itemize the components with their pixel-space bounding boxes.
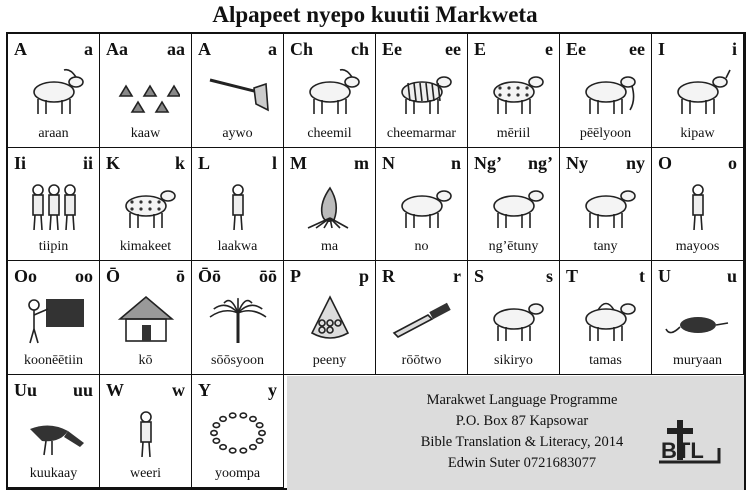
rhino-icon xyxy=(662,62,733,123)
letter-cell xyxy=(192,148,284,262)
publisher-info-box xyxy=(287,376,744,490)
antelope-icon-drawing xyxy=(296,66,364,118)
fire-icon-drawing xyxy=(296,180,364,232)
leopard-icon-drawing xyxy=(480,66,548,118)
uppercase-letter: N xyxy=(382,152,395,173)
letter-cell xyxy=(100,34,192,148)
letter-cell xyxy=(100,261,192,375)
letter-cell xyxy=(8,34,100,148)
example-word: kō xyxy=(138,352,153,368)
honey-comb-icon-drawing xyxy=(296,293,364,345)
knife-icon xyxy=(386,289,457,350)
goat-icon xyxy=(18,62,89,123)
lowercase-letter: p xyxy=(358,266,369,286)
example-word: muryaan xyxy=(673,352,722,368)
letter-header xyxy=(658,38,737,60)
baboon-icon-drawing xyxy=(664,180,732,232)
lowercase-letter: ch xyxy=(351,39,369,59)
lowercase-letter: t xyxy=(639,266,645,286)
uppercase-letter: Uu xyxy=(14,379,38,400)
lowercase-letter: uu xyxy=(72,379,93,400)
lowercase-letter: ōō xyxy=(259,266,277,286)
letter-header xyxy=(14,152,93,174)
hut-icon-drawing xyxy=(112,293,180,345)
bead-necklace-icon xyxy=(202,403,273,464)
palm-tree-icon-drawing xyxy=(204,293,272,345)
letter-cell xyxy=(376,148,468,262)
rhino-icon-drawing xyxy=(664,66,732,118)
lowercase-letter: aa xyxy=(167,39,185,59)
uppercase-letter: I xyxy=(658,39,666,59)
uppercase-letter: T xyxy=(566,266,579,286)
example-word: tamas xyxy=(589,352,622,368)
letter-header xyxy=(290,152,369,174)
letter-cell xyxy=(192,34,284,148)
group-of-people-icon xyxy=(18,176,89,237)
hyena-icon-drawing xyxy=(112,180,180,232)
letter-cell xyxy=(192,375,284,489)
example-word: kaaw xyxy=(130,125,161,141)
donkey-icon xyxy=(478,289,549,350)
letter-header xyxy=(566,265,645,287)
lowercase-letter: ng’ xyxy=(527,152,553,173)
letter-header xyxy=(106,38,185,60)
example-word: ng’ētuny xyxy=(488,239,539,254)
uppercase-letter: A xyxy=(198,39,211,59)
lowercase-letter: ō xyxy=(176,266,185,286)
baboon-icon xyxy=(662,176,733,237)
lowercase-letter: u xyxy=(726,266,737,286)
donkey-icon-drawing xyxy=(480,293,548,345)
example-word: tiipin xyxy=(38,239,69,254)
boy-icon-drawing xyxy=(112,407,180,459)
letter-header xyxy=(290,265,369,287)
sheep-flock-icon xyxy=(386,176,457,237)
uppercase-letter: R xyxy=(382,266,395,286)
uppercase-letter: Y xyxy=(198,379,211,400)
letter-header xyxy=(382,38,461,60)
letter-cell xyxy=(560,34,652,148)
example-word: sōōsyoon xyxy=(211,352,264,368)
lowercase-letter: l xyxy=(271,152,277,173)
letter-cell xyxy=(284,148,376,262)
goat-icon-drawing xyxy=(20,66,88,118)
palm-tree-icon xyxy=(202,289,273,350)
letter-header xyxy=(474,265,553,287)
cow-icon xyxy=(570,176,641,237)
letter-cell xyxy=(376,261,468,375)
letter-header xyxy=(474,152,553,174)
uppercase-letter: Ny xyxy=(566,152,588,173)
crow-icon xyxy=(18,403,89,464)
info-line-address: P.O. Box 87 Kapsowar xyxy=(455,413,589,429)
lowercase-letter: i xyxy=(731,39,737,59)
hut-icon xyxy=(110,289,181,350)
letter-header xyxy=(198,152,277,174)
uppercase-letter: W xyxy=(106,379,124,400)
knife-icon-drawing xyxy=(388,293,456,345)
letter-header xyxy=(474,38,553,60)
letter-header xyxy=(566,152,645,174)
letter-header xyxy=(658,152,737,174)
letter-cell xyxy=(652,261,744,375)
lowercase-letter: e xyxy=(545,39,553,59)
letter-header xyxy=(14,379,93,401)
example-word: mayoos xyxy=(675,239,720,254)
lowercase-letter: w xyxy=(172,379,185,400)
info-line-contact: Edwin Suter 0721683077 xyxy=(447,455,597,471)
letter-header xyxy=(198,38,277,60)
example-word: ma xyxy=(320,239,339,254)
chart-title: Alpapeet nyepo kuutii Markweta xyxy=(212,2,538,27)
example-word: yoompa xyxy=(214,466,261,481)
info-line-organisation: Bible Translation & Literacy, 2014 xyxy=(420,434,624,450)
elephant-icon xyxy=(570,62,641,123)
lowercase-letter: ii xyxy=(82,152,93,173)
example-word: kipaw xyxy=(680,125,715,141)
lowercase-letter: y xyxy=(268,379,277,400)
example-word: peeny xyxy=(312,352,347,368)
leopard-icon xyxy=(478,62,549,123)
example-word: koonēētiin xyxy=(23,352,84,368)
alphabet-grid xyxy=(6,32,746,490)
example-word: weeri xyxy=(129,466,162,481)
letter-header xyxy=(106,152,185,174)
uppercase-letter: Aa xyxy=(106,39,128,59)
lowercase-letter: r xyxy=(453,266,461,286)
letter-header xyxy=(382,152,461,174)
uppercase-letter: M xyxy=(290,152,307,173)
uppercase-letter: Ii xyxy=(14,152,27,173)
example-word: kuukaay xyxy=(29,466,78,481)
example-word: cheemarmar xyxy=(386,125,457,141)
village-huts-icon xyxy=(110,62,181,123)
letter-cell xyxy=(376,34,468,148)
rat-icon xyxy=(662,289,733,350)
btl-logo-text: BTL xyxy=(661,438,704,463)
example-word: cheemil xyxy=(307,125,352,141)
lowercase-letter: a xyxy=(268,39,277,59)
example-word: laakwa xyxy=(217,239,258,254)
uppercase-letter: U xyxy=(658,266,671,286)
lowercase-letter: ee xyxy=(445,39,461,59)
example-word: sikiryo xyxy=(494,352,533,368)
example-word: araan xyxy=(38,125,69,141)
boy-icon xyxy=(110,403,181,464)
example-word: pēēlyoon xyxy=(579,125,632,141)
letter-cell xyxy=(468,148,560,262)
letter-header xyxy=(566,38,645,60)
axe-icon-drawing xyxy=(204,66,272,118)
group-of-people-icon-drawing xyxy=(20,180,88,232)
letter-header xyxy=(14,38,93,60)
lowercase-letter: n xyxy=(450,152,461,173)
letter-cell xyxy=(468,34,560,148)
btl-logo xyxy=(657,418,723,466)
example-word: mēriil xyxy=(496,125,531,141)
axe-icon xyxy=(202,62,273,123)
lion-icon-drawing xyxy=(480,180,548,232)
uppercase-letter: Ee xyxy=(382,39,402,59)
letter-header xyxy=(106,379,185,401)
uppercase-letter: Ee xyxy=(566,39,586,59)
uppercase-letter: Oo xyxy=(14,266,38,286)
bead-necklace-icon-drawing xyxy=(204,407,272,459)
letter-cell xyxy=(652,148,744,262)
example-word: no xyxy=(414,239,429,254)
baby-icon xyxy=(202,176,273,237)
letter-cell xyxy=(560,148,652,262)
lowercase-letter: k xyxy=(174,152,185,173)
letter-header xyxy=(198,265,277,287)
letter-cell xyxy=(100,148,192,262)
baby-icon-drawing xyxy=(204,180,272,232)
letter-cell xyxy=(8,375,100,489)
lowercase-letter: a xyxy=(84,39,93,59)
lowercase-letter: s xyxy=(545,266,553,286)
letter-cell xyxy=(8,148,100,262)
rat-icon-drawing xyxy=(664,293,732,345)
letter-cell xyxy=(192,261,284,375)
sheep-flock-icon-drawing xyxy=(388,180,456,232)
lowercase-letter: o xyxy=(728,152,737,173)
example-word: aywo xyxy=(222,125,253,141)
lowercase-letter: oo xyxy=(75,266,93,286)
example-word: tany xyxy=(593,239,618,254)
zebra-icon xyxy=(386,62,457,123)
example-word: rōōtwo xyxy=(401,352,442,368)
uppercase-letter: P xyxy=(290,266,301,286)
uppercase-letter: K xyxy=(106,152,121,173)
letter-header xyxy=(198,379,277,401)
lowercase-letter: ee xyxy=(629,39,645,59)
cow-icon-drawing xyxy=(572,180,640,232)
antelope-icon xyxy=(294,62,365,123)
teacher-blackboard-icon-drawing xyxy=(20,293,88,345)
uppercase-letter: E xyxy=(474,39,487,59)
letter-cell xyxy=(652,34,744,148)
letter-header xyxy=(382,265,461,287)
lowercase-letter: ny xyxy=(625,152,645,173)
info-line-programme: Marakwet Language Programme xyxy=(426,392,618,408)
uppercase-letter: Ōō xyxy=(198,266,222,286)
village-huts-icon-drawing xyxy=(112,66,180,118)
uppercase-letter: S xyxy=(474,266,485,286)
uppercase-letter: O xyxy=(658,152,673,173)
letter-cell xyxy=(284,34,376,148)
camel-icon xyxy=(570,289,641,350)
uppercase-letter: A xyxy=(14,39,27,59)
fire-icon xyxy=(294,176,365,237)
uppercase-letter: Ō xyxy=(106,266,121,286)
teacher-blackboard-icon xyxy=(18,289,89,350)
letter-cell xyxy=(284,261,376,375)
honey-comb-icon xyxy=(294,289,365,350)
letter-header xyxy=(290,38,369,60)
lowercase-letter: m xyxy=(354,152,369,173)
letter-header xyxy=(106,265,185,287)
uppercase-letter: Ch xyxy=(290,39,314,59)
lion-icon xyxy=(478,176,549,237)
letter-cell xyxy=(100,375,192,489)
letter-cell xyxy=(560,261,652,375)
letter-header xyxy=(14,265,93,287)
zebra-icon-drawing xyxy=(388,66,456,118)
letter-cell xyxy=(468,261,560,375)
elephant-icon-drawing xyxy=(572,66,640,118)
uppercase-letter: L xyxy=(198,152,211,173)
letter-header xyxy=(658,265,737,287)
example-word: kimakeet xyxy=(119,239,172,254)
crow-icon-drawing xyxy=(20,407,88,459)
letter-cell xyxy=(8,261,100,375)
uppercase-letter: Ng’ xyxy=(474,152,502,173)
camel-icon-drawing xyxy=(572,293,640,345)
hyena-icon xyxy=(110,176,181,237)
publisher-info-text xyxy=(392,390,652,474)
